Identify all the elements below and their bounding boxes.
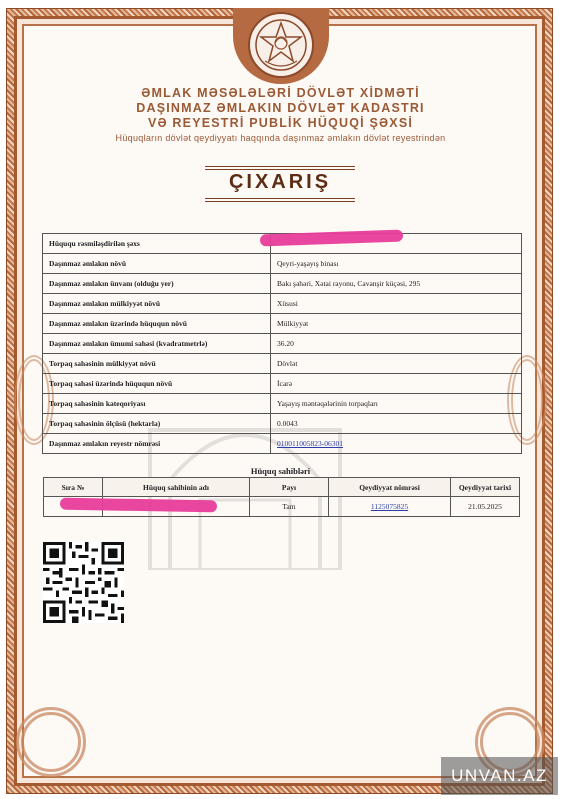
row-value: Qeyri-yaşayış binası (271, 254, 522, 274)
document-title-banner (205, 166, 355, 202)
row-label: Hüququ rəsmiləşdirilən şəxs (43, 234, 271, 254)
qr-code-icon[interactable] (43, 542, 124, 623)
owners-section-title: Hüquq sahibləri (250, 466, 311, 476)
row-value: Dövlət (271, 354, 522, 374)
row-value: Yaşayış məntəqələrinin torpaqları (271, 394, 522, 414)
owners-table (43, 477, 520, 517)
row-value: Xüsusi (271, 294, 522, 314)
row-label: Torpaq sahəsinin kateqoriyası (43, 394, 271, 414)
column-header: Payı (250, 478, 329, 497)
row-value: Mülkiyyət (271, 314, 522, 334)
row-value: 0.0043 (271, 414, 522, 434)
column-header: Sıra № (44, 478, 103, 497)
table-row (43, 354, 522, 374)
table-row (43, 314, 522, 334)
state-emblem-icon (248, 12, 314, 78)
table-row (43, 274, 522, 294)
row-label: Daşınmaz əmlakın üzərində hüququn növü (43, 314, 271, 334)
column-header: Qeydiyyat tarixi (451, 478, 520, 497)
property-details-table (42, 233, 522, 454)
row-value: İcarə (271, 374, 522, 394)
table-row (43, 254, 522, 274)
agency-name-line-1: ƏMLAK MƏSƏLƏLƏRİ DÖVLƏT XİDMƏTİ (141, 86, 420, 100)
row-value: Bakı şəhəri, Xətai rayonu, Cavanşir küçəsi, 295 (271, 274, 522, 294)
document-title: ÇIXARIŞ (228, 171, 332, 193)
table-row (43, 294, 522, 314)
owner-reg-number-cell (329, 497, 451, 517)
row-value: 36.20 (271, 334, 522, 354)
agency-name-line-2: DAŞINMAZ ƏMLAKIN DÖVLƏT KADASTRI (136, 101, 425, 115)
row-label: Daşınmaz əmlakın növü (43, 254, 271, 274)
document-subtitle: Hüquqların dövlət qeydiyyatı haqqında daşınmaz əmlakın dövlət reyestrindən (115, 133, 446, 143)
corner-ornament-bottom-left (16, 707, 86, 777)
agency-name-line-3: VƏ REYESTRİ PUBLİK HÜQUQİ ŞƏXSİ (147, 116, 414, 130)
row-label: Daşınmaz əmlakın ümumi sahəsi (kvadratmetrlə) (43, 334, 271, 354)
table-row (43, 434, 522, 454)
owner-share: Tam (250, 497, 329, 517)
row-label: Daşınmaz əmlakın reyestr nömrəsi (43, 434, 271, 454)
registry-number-cell (271, 434, 522, 454)
table-row (43, 394, 522, 414)
row-label: Torpaq sahəsinin mülkiyyət növü (43, 354, 271, 374)
owners-header-row (44, 478, 520, 497)
owner-reg-date: 21.05.2025 (451, 497, 520, 517)
row-label: Torpaq sahəsi üzərində hüququn növü (43, 374, 271, 394)
column-header: Qeydiyyat nömrəsi (329, 478, 451, 497)
row-label: Daşınmaz əmlakın ünvanı (olduğu yer) (43, 274, 271, 294)
site-watermark: UNVAN.AZ (441, 757, 558, 795)
registration-number-link[interactable]: 1125075825 (370, 502, 409, 511)
row-label: Daşınmaz əmlakın mülkiyyət növü (43, 294, 271, 314)
table-row (43, 334, 522, 354)
row-label: Torpaq sahəsinin ölçüsü (hektarla) (43, 414, 271, 434)
column-header: Hüquq sahibinin adı (103, 478, 250, 497)
table-row (43, 414, 522, 434)
table-row (43, 374, 522, 394)
registry-number-link[interactable]: 010011005823-06301 (277, 439, 343, 448)
